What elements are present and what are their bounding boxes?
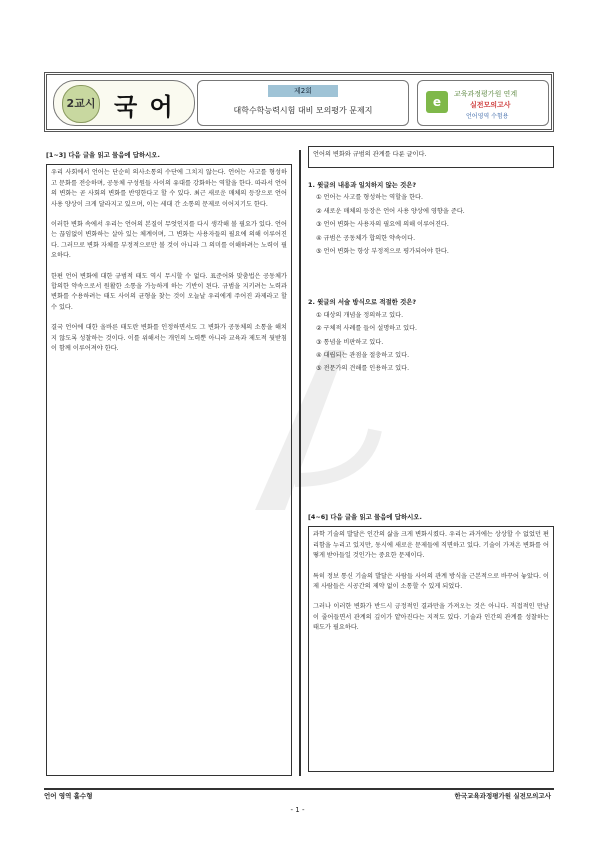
exam-header [44, 72, 554, 132]
footer-right: 한국교육과정평가원 실전모의고사 [454, 792, 551, 800]
question-1 [308, 180, 554, 257]
exam-title: 대학수학능력시험 대비 모의평가 문제지 [233, 106, 373, 115]
publisher-logo [417, 80, 549, 126]
round-tag: 제2회 [268, 85, 338, 97]
question-2 [308, 297, 554, 374]
passage-paragraph: 이러한 변화 속에서 우리는 언어의 본질이 무엇인지를 다시 생각해 볼 필요가 있다. 언어는 끊임없이 변화하는 살아 있는 체계이며, 그 변화는 사용자들의 필요에 의해 이루어진다. 그러므로 변화 자체를 부정적으로만 볼 것이 아니라 그 의미를 이해하려는 노력이 필요하다. [51, 221, 287, 260]
answer-option[interactable]: ④ 규범은 공동체가 합의한 약속이다. [316, 234, 416, 242]
period-badge: 2교시 [62, 85, 100, 123]
question-set-2 [308, 512, 554, 772]
passage-box [46, 164, 292, 776]
passage-paragraph: 결국 언어에 대한 올바른 태도란 변화를 인정하면서도 그 변화가 공동체의 소통을 해치지 않도록 성찰하는 것이다. 이를 위해서는 개인의 노력뿐 아니라 교육과 제도적 뒷받침이 함께 이루어져야 한다. [51, 324, 287, 353]
answer-option[interactable]: ① 언어는 사고를 형성하는 역할을 한다. [316, 194, 424, 202]
answer-option[interactable]: ③ 언어 변화는 사용자의 필요에 의해 이루어진다. [316, 221, 449, 229]
logo-line-1: 교육과정평가원 연계 [454, 90, 518, 98]
passage-paragraph: 한편 언어 변화에 대한 규범적 태도 역시 무시할 수 없다. 표준어와 맞춤법은 공동체가 합의한 약속으로서 원활한 소통을 가능하게 하는 기반이 된다. 규범을 지키려는 노력과 변화를 수용하려는 태도 사이의 균형을 찾는 것이 오늘날 우리에게 주어진 과제라고 할 수 있다. [51, 272, 287, 311]
summary-text: 언어의 변화와 규범의 관계를 다룬 글이다. [313, 151, 427, 158]
answer-option[interactable]: ③ 통념을 비판하고 있다. [316, 338, 384, 346]
summary-box [308, 146, 554, 168]
title-panel [197, 80, 409, 126]
page-number: - 1 - [290, 806, 305, 814]
logo-line-3: 언어영역 수험용 [466, 113, 509, 120]
passage-paragraph: 과학 기술의 발달은 인간의 삶을 크게 변화시켰다. 우리는 과거에는 상상할 수 없었던 편리함을 누리고 있지만, 동시에 새로운 문제들에 직면하고 있다. 기술이 가져온 변화를 어떻게 받아들일 것인가는 중요한 문제이다. [313, 531, 549, 560]
answer-option[interactable]: ④ 대립되는 관점을 절충하고 있다. [316, 352, 410, 360]
question-set-title: [1~3] 다음 글을 읽고 물음에 답하시오. [46, 151, 160, 159]
right-column [308, 146, 554, 632]
passage-paragraph: 특히 정보 통신 기술의 발달은 사람들 사이의 관계 방식을 근본적으로 바꾸어 놓았다. 이제 사람들은 시공간의 제약 없이 소통할 수 있게 되었다. [313, 572, 549, 591]
logo-line-2: 실전모의고사 [470, 101, 511, 109]
passage-box-2 [308, 526, 554, 772]
answer-option[interactable]: ② 새로운 매체의 등장은 언어 사용 양상에 영향을 준다. [316, 207, 465, 215]
question-1-title: 1. 윗글의 내용과 일치하지 않는 것은? [308, 181, 417, 189]
subject-panel [53, 80, 195, 126]
answer-option[interactable]: ① 대상의 개념을 정의하고 있다. [316, 311, 404, 319]
answer-option[interactable]: ② 구체적 사례를 들어 설명하고 있다. [316, 325, 418, 333]
question-2-title: 2. 윗글의 서술 방식으로 적절한 것은? [308, 298, 417, 307]
answer-option[interactable]: ⑤ 전문가의 견해를 인용하고 있다. [316, 365, 410, 373]
logo-icon: e [426, 91, 448, 113]
footer-divider [44, 788, 554, 790]
subject-name: 국 어 [114, 93, 175, 121]
footer-left: 언어 영역 홀수형 [44, 792, 93, 800]
answer-option[interactable]: ⑤ 언어 변화는 항상 부정적으로 평가되어야 한다. [316, 248, 449, 256]
passage-paragraph: 그러나 이러한 변화가 반드시 긍정적인 결과만을 가져오는 것은 아니다. 직접적인 만남이 줄어들면서 관계의 깊이가 얕아진다는 지적도 있다. 기술과 인간의 관계를 성찰하는 태도가 필요하다. [313, 603, 549, 632]
left-column [46, 150, 292, 776]
passage-paragraph: 우리 사회에서 언어는 단순히 의사소통의 수단에 그치지 않는다. 언어는 사고를 형성하고 문화를 전승하며, 공동체 구성원들 사이의 유대를 강화하는 역할을 한다. 따라서 언어의 변화는 곧 사회의 변화를 반영한다고 할 수 있다. 최근 새로운 매체의 등장으로 언어 사용 양상이 크게 달라지고 있으며, 이는 세대 간 소통의 문제로 이어지기도 한다. [51, 169, 287, 208]
question-set-title-2: [4~6] 다음 글을 읽고 물음에 답하시오. [308, 513, 422, 521]
column-divider [299, 150, 301, 776]
